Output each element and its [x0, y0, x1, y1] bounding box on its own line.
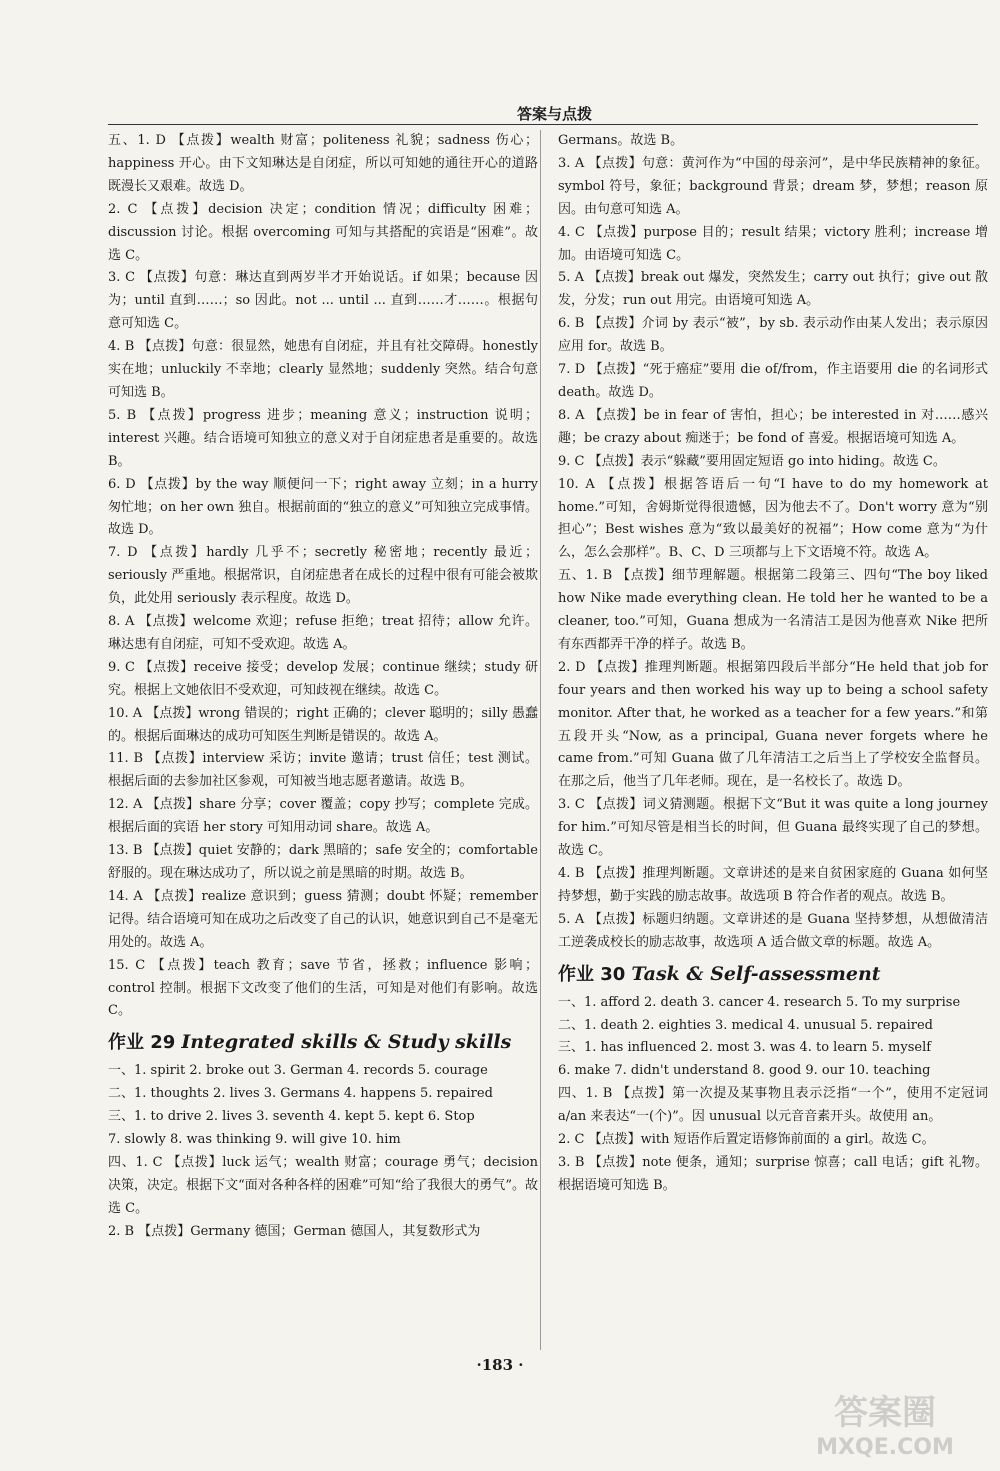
section-heading: [108, 1027, 538, 1058]
answer-item: 2. C 【点拨】with 短语作后置定语修饰前面的 a girl。故选 C。: [558, 1132, 935, 1148]
answer-item: 3. C 【点拨】词义猜测题。根据下文“But it was quite a long journey for him.”可知尽管是相当长的时间，但 Guana 最终实现了自己的梦想。故选 C。: [558, 797, 988, 859]
section-heading-title: Task & Self-assessment: [631, 962, 881, 985]
answer-item: 四、1. C 【点拨】luck 运气；wealth 财富；courage 勇气；decision 决策，决定。根据下文“面对各种各样的困难”可知“给了我很大的勇气”。故选 C。: [108, 1154, 538, 1216]
watermark-top-text: 答案圈: [834, 1393, 936, 1433]
answer-line: 一、1. afford 2. death 3. cancer 4. research 5. To my surprise: [558, 994, 961, 1010]
watermark-logo: [790, 1382, 980, 1462]
answer-item: 7. D 【点拨】hardly 几乎不；secretly 秘密地；recently 最近；seriously 严重地。根据常识，自闭症患者在成长的过程中很有可能会被欺负，此处用 seriously 表示程度。故选 D。: [108, 545, 538, 607]
answer-item: 7. D 【点拨】“死于癌症”要用 die of/from，作主语要用 die 的名词形式 death。故选 D。: [558, 362, 988, 400]
answer-item: 8. A 【点拨】welcome 欢迎；refuse 拒绝；treat 招待；allow 允许。琳达患有自闭症，可知不受欢迎。故选 A。: [108, 614, 538, 652]
answer-item: 6. B 【点拨】介词 by 表示“被”，by sb. 表示动作由某人发出；表示原因应用 for。故选 B。: [558, 316, 988, 355]
answer-item: 12. A 【点拨】share 分享；cover 覆盖；copy 抄写；complete 完成。根据后面的宾语 her story 可知用动词 share。故选 A。: [108, 797, 538, 836]
answer-item: 2. C 【点拨】decision 决定；condition 情况；difficulty 困难；discussion 讨论。根据 overcoming 可知与其搭配的宾语是“困难”。故选 C。: [108, 201, 538, 263]
answer-item: Germans。故选 B。: [558, 133, 684, 148]
answer-item: 8. A 【点拨】be in fear of 害怕，担心；be interested in 对……感兴趣；be crazy about 痴迷于；be fond of 喜爱。根据语境可知选 A。: [558, 407, 988, 446]
answer-line: 7. slowly 8. was thinking 9. will give 10. him: [108, 1132, 401, 1148]
answer-item: 11. B 【点拨】interview 采访；invite 邀请；trust 信任；test 测试。根据后面的去参加社区参观，可知被当地志愿者邀请。故选 B。: [108, 751, 538, 790]
column-divider: [540, 130, 541, 1350]
right-column: [558, 130, 988, 1198]
answer-item: 4. B 【点拨】句意：很显然，她患有自闭症，并且有社交障碍。honestly 实在地；unluckily 不幸地；clearly 显然地；suddenly 突然。结合句意可知选 B。: [108, 339, 538, 400]
answer-item: 四、1. B 【点拨】第一次提及某事物且表示泛指“一个”，使用不定冠词 a/an 来表达“一(个)”。因 unusual 以元音音素开头。故使用 an。: [558, 1086, 988, 1125]
answer-item: 4. B 【点拨】推理判断题。文章讲述的是来自贫困家庭的 Guana 如何坚持梦想，勤于实践的励志故事。故选项 B 符合作者的观点。故选 B。: [558, 866, 988, 904]
answer-item: 5. A 【点拨】break out 爆发，突然发生；carry out 执行；give out 散发，分发；run out 用完。由语境可知选 A。: [558, 270, 988, 309]
answer-item: 五、1. D 【点拨】wealth 财富；politeness 礼貌；sadness 伤心；happiness 开心。由下文知琳达是自闭症，所以可知她的通往开心的道路既漫长又艰难。故选 D。: [108, 133, 538, 194]
section-heading-prefix: 作业 29: [108, 1032, 176, 1054]
answer-item: 五、1. B 【点拨】细节理解题。根据第二段第三、四句“The boy liked how Nike made everything clean. He told her he wanted to be a cleaner, too.”可知，Guana 想成为一名清洁工是因为他喜欢 Nike 把所有东西都弄干净的样子。故选 B。: [558, 568, 988, 652]
answer-line: 6. make 7. didn't understand 8. good 9. our 10. teaching: [558, 1063, 931, 1079]
answer-line: 三、1. to drive 2. lives 3. seventh 4. kept 5. kept 6. Stop: [108, 1109, 475, 1125]
answer-item: 4. C 【点拨】purpose 目的；result 结果；victory 胜利；increase 增加。由语境可知选 C。: [558, 224, 988, 263]
answer-item: 9. C 【点拨】receive 接受；develop 发展；continue 继续；study 研究。根据上文她依旧不受欢迎，可知歧视在继续。故选 C。: [108, 659, 538, 698]
answer-item: 10. A 【点拨】wrong 错误的；right 正确的；clever 聪明的；silly 愚蠢的。根据后面琳达的成功可知医生判断是错误的。故选 A。: [108, 705, 538, 744]
answer-item: 14. A 【点拨】realize 意识到；guess 猜测；doubt 怀疑；remember 记得。结合语境可知在成功之后改变了自己的认识，她意识到自己不是毫无用处的。故选 A。: [108, 888, 538, 950]
answer-line: 二、1. death 2. eighties 3. medical 4. unusual 5. repaired: [558, 1017, 933, 1033]
answer-item: 3. C 【点拨】句意：琳达直到两岁半才开始说话。if 如果；because 因为；until 直到……；so 因此。not ... until ... 直到……才……。根据句意可知选 C。: [108, 270, 538, 332]
watermark-bottom-text: MXQE.COM: [816, 1435, 954, 1460]
answer-item: 2. B 【点拨】Germany 德国；German 德国人，其复数形式为: [108, 1223, 481, 1239]
answer-item: 3. B 【点拨】note 便条，通知；surprise 惊喜；call 电话；gift 礼物。根据语境可知选 B。: [558, 1154, 988, 1193]
page-number: ·183 ·: [476, 1356, 524, 1374]
section-heading-prefix: 作业 30: [558, 963, 626, 985]
answer-item: 5. B 【点拨】progress 进步；meaning 意义；instruction 说明；interest 兴趣。结合语境可知独立的意义对于自闭症患者是重要的。故选 B。: [108, 407, 538, 469]
answer-item: 2. D 【点拨】推理判断题。根据第四段后半部分“He held that job for four years and then worked his way up to being a school safety monitor. After that, he worked as a teacher for a few years.”和第五段开头“Now, as a principal, Guana never forgets where he came from.”可知 Guana 做了几年清洁工之后当上了学校安全监督员。在那之后，他当了几年老师。现在，是一名校长了。故选 D。: [558, 659, 988, 790]
left-column: [108, 130, 538, 1244]
answer-item: 10. A 【点拨】根据答语后一句“I have to do my homework at home.”可知，舍姆斯觉得很遗憾，因为他去不了。Don't worry 意为“别担心”；Best wishes 意为“致以最美好的祝福”；How come 意为“为什么，怎么会那样”。B、C、D 三项都与上下文语境不符。故选 A。: [558, 476, 988, 561]
answer-line: 二、1. thoughts 2. lives 3. Germans 4. happens 5. repaired: [108, 1086, 493, 1102]
answer-item: 6. D 【点拨】by the way 顺便问一下；right away 立刻；in a hurry 匆忙地；on her own 独自。根据前面的“独立的意义”可知独立完成事情。故选 D。: [108, 476, 538, 538]
answer-item: 9. C 【点拨】表示“躲藏”要用固定短语 go into hiding。故选 C。: [558, 453, 946, 469]
answer-item: 5. A 【点拨】标题归纳题。文章讲述的是 Guana 坚持梦想，从想做清洁工逆袭成校长的励志故事，故选项 A 适合做文章的标题。故选 A。: [558, 911, 988, 950]
page-header-title: 答案与点拨: [516, 105, 592, 123]
answer-line: 三、1. has influenced 2. most 3. was 4. to learn 5. myself: [558, 1040, 932, 1056]
section-heading: [558, 959, 988, 990]
section-heading-title: Integrated skills & Study skills: [181, 1031, 512, 1054]
answer-line: 一、1. spirit 2. broke out 3. German 4. records 5. courage: [108, 1063, 488, 1079]
answer-item: 3. A 【点拨】句意：黄河作为“中国的母亲河”，是中华民族精神的象征。symbol 符号，象征；background 背景；dream 梦，梦想；reason 原因。由句意可知选 A。: [558, 155, 988, 217]
answer-item: 15. C 【点拨】teach 教育；save 节省，拯救；influence 影响；control 控制。根据下文改变了他们的生活，可知是对他们有影响。故选 C。: [108, 957, 538, 1019]
header-rule: [108, 124, 978, 125]
answer-item: 13. B 【点拨】quiet 安静的；dark 黑暗的；safe 安全的；comfortable 舒服的。现在琳达成功了，所以说之前是黑暗的时期。故选 B。: [108, 843, 538, 881]
